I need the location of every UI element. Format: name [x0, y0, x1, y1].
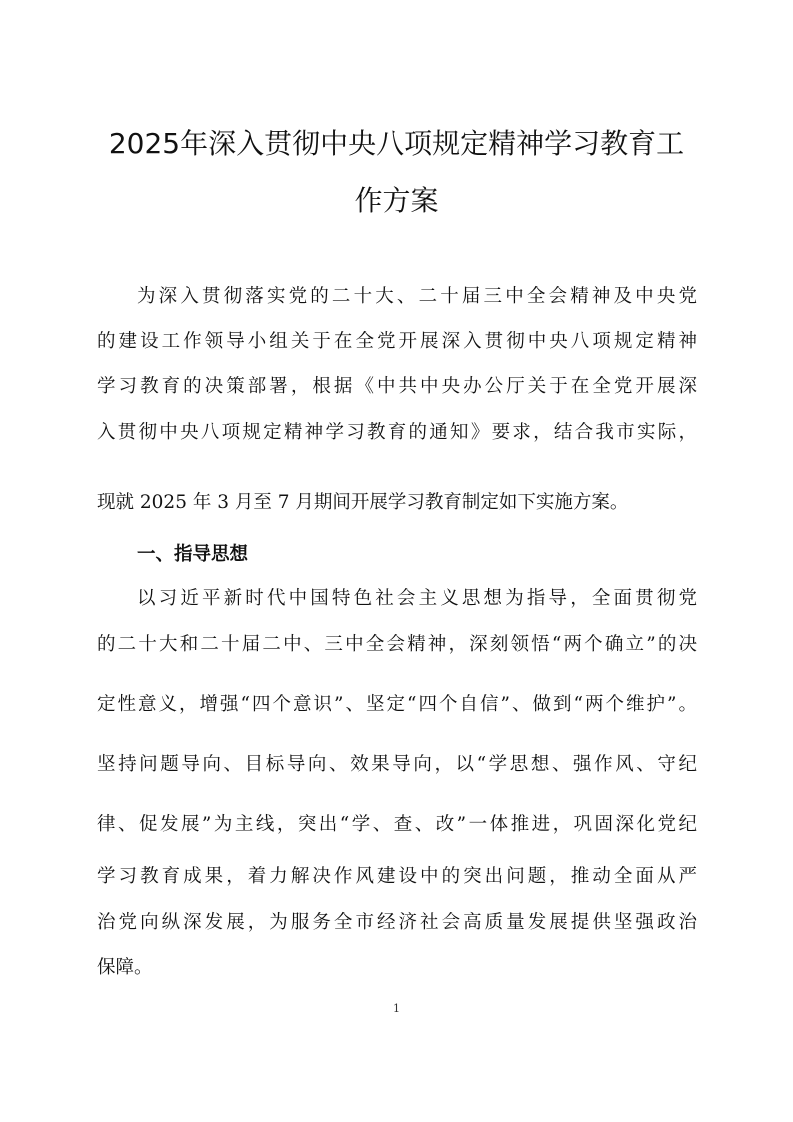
section-line-1: 以习近平新时代中国特色社会主义思想为指导，全面贯彻党 [137, 588, 697, 609]
page-number: 1 [393, 1002, 400, 1015]
intro-line-4: 入贯彻中央八项规定精神学习教育的通知》要求，结合我市实际， [97, 422, 697, 443]
section-line-4: 坚持问题导向、目标导向、效果导向，以“学思想、强作风、守纪 [97, 754, 697, 775]
section-line-8: 保障。 [97, 957, 153, 978]
document-title-line-1: 2025年深入贯彻中央八项规定精神学习教育工 [108, 127, 685, 160]
section-line-6: 学习教育成果，着力解决作风建设中的突出问题，推动全面从严 [97, 866, 697, 887]
intro-line-5: 现就 2025 年 3 月至 7 月期间开展学习教育制定如下实施方案。 [97, 492, 629, 513]
document-title-line-2: 作方案 [354, 184, 439, 217]
intro-line-3: 学习教育的决策部署，根据《中共中央办公厅关于在全党开展深 [97, 376, 697, 397]
section-heading: 一、指导思想 [137, 544, 249, 565]
section-line-2: 的二十大和二十届二中、三中全会精神，深刻领悟“两个确立”的决 [97, 634, 697, 655]
intro-line-1: 为深入贯彻落实党的二十大、二十届三中全会精神及中央党 [137, 286, 697, 307]
section-line-3: 定性意义，增强“四个意识”、坚定“四个自信”、做到“两个维护”。 [97, 694, 697, 715]
section-line-5: 律、促发展”为主线，突出“学、查、改”一体推进，巩固深化党纪 [97, 814, 697, 835]
section-line-7: 治党向纵深发展，为服务全市经济社会高质量发展提供坚强政治 [97, 912, 697, 933]
intro-line-2: 的建设工作领导小组关于在全党开展深入贯彻中央八项规定精神 [97, 331, 697, 352]
